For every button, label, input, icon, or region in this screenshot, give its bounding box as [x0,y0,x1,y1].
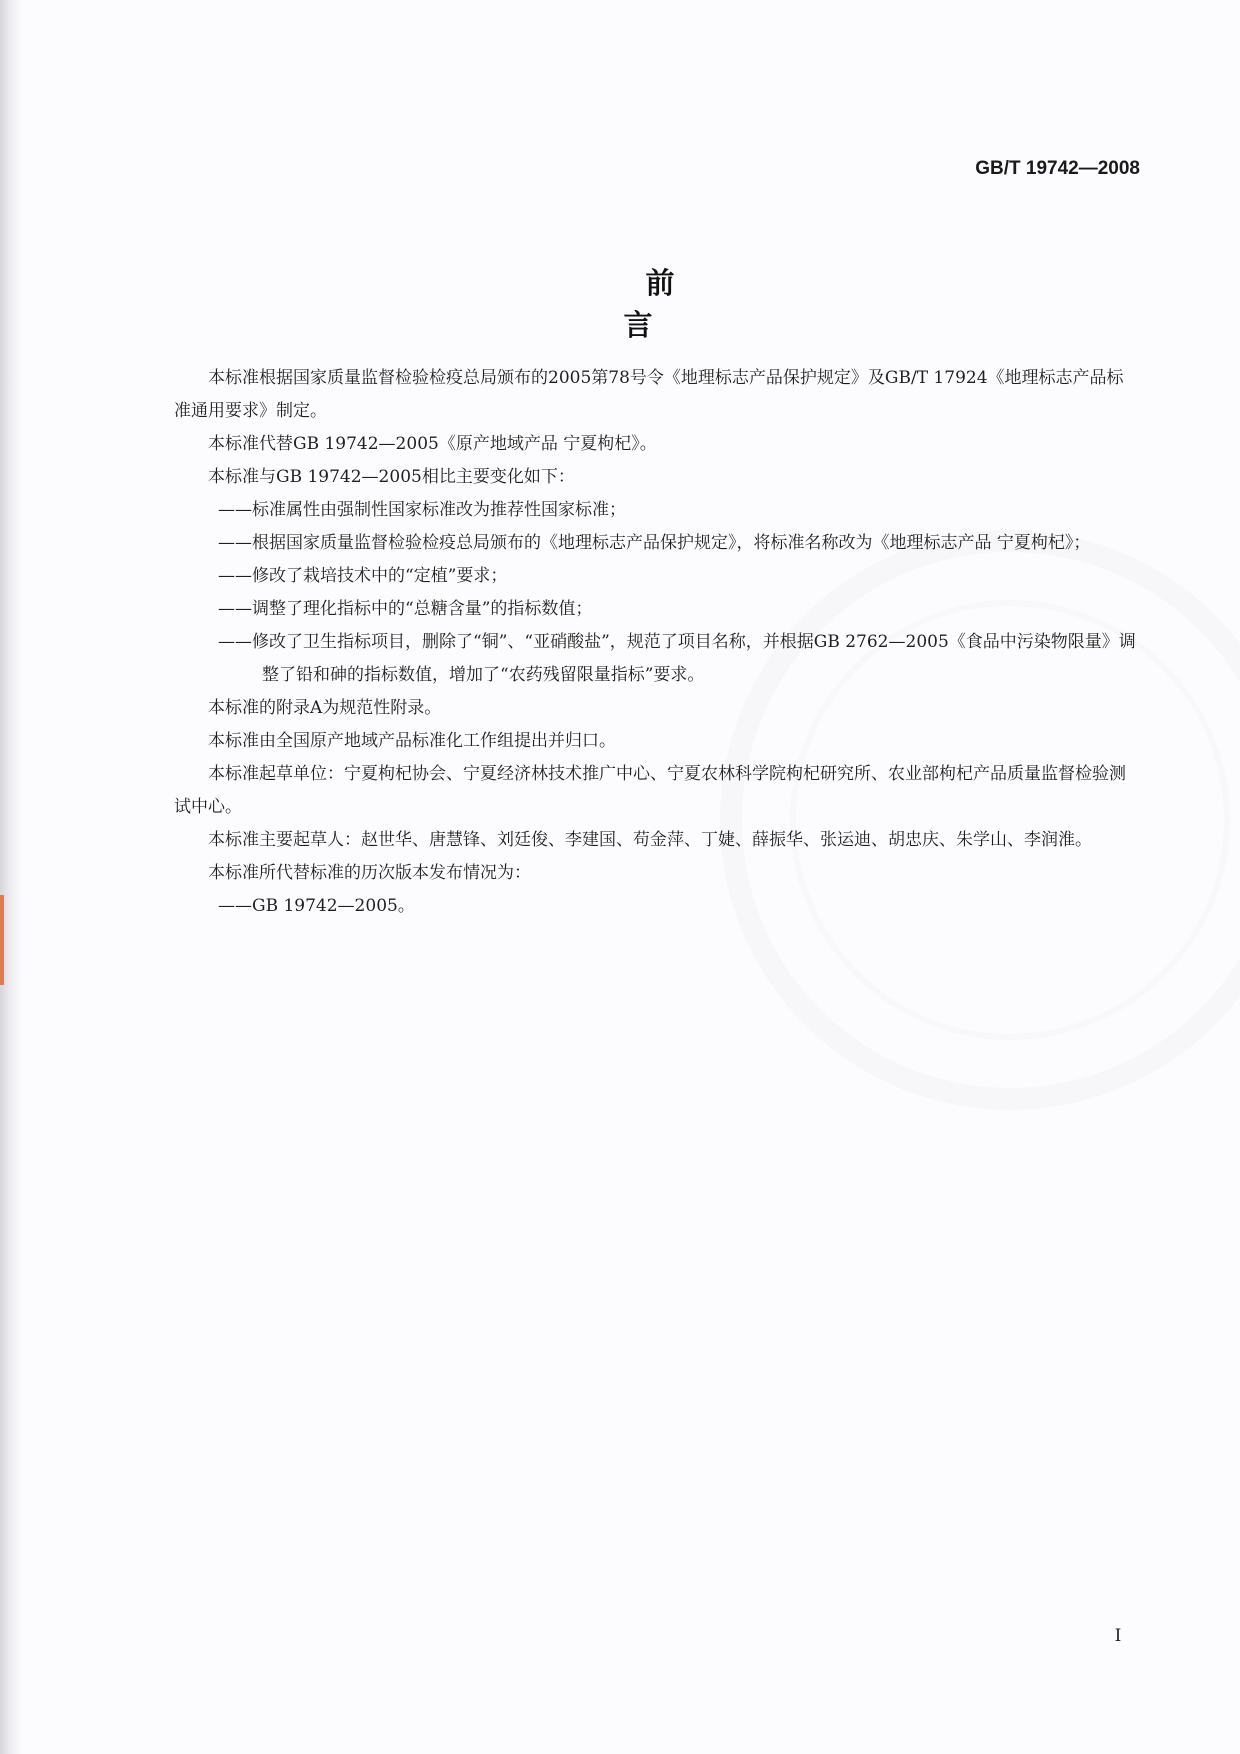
paragraph-history: 本标准所代替标准的历次版本发布情况为： [208,863,531,883]
page-title: 前 言 [623,266,719,342]
paragraph-changes-intro: 本标准与GB 19742—2005相比主要变化如下： [208,467,575,487]
foreword-body [174,362,1140,923]
previous-version-item: ——GB 19742—2005。 [218,896,415,916]
standard-code: GB/T 19742—2008 [975,158,1140,179]
paragraph-proposer: 本标准由全国原产地域产品标准化工作组提出并归口。 [208,731,616,751]
page-number: I [1114,1626,1122,1646]
change-item: ——调整了理化指标中的“总糖含量”的指标数值； [218,599,593,619]
change-item: ——修改了栽培技术中的“定植”要求； [218,566,508,586]
paragraph-drafting-units: 本标准起草单位：宁夏枸杞协会、宁夏经济林技术推广中心、宁夏农林科学院枸杞研究所、农业部枸杞产品质量监督检验测试中心。 [174,764,1126,817]
paragraph-replaces: 本标准代替GB 19742—2005《原产地域产品 宁夏枸杞》。 [208,434,657,454]
binding-shadow [0,0,22,1754]
binding-mark [0,895,4,985]
change-item: ——标准属性由强制性国家标准改为推荐性国家标准； [218,500,626,520]
change-item: ——修改了卫生指标项目，删除了“铜”、“亚硝酸盐”，规范了项目名称，并根据GB 2762—2005《食品中污染物限量》调整了铅和砷的指标数值，增加了“农药残留限量指标”要求。 [218,632,1136,685]
change-item: ——根据国家质量监督检验检疫总局颁布的《地理标志产品保护规定》，将标准名称改为《地理标志产品 宁夏枸杞》； [218,533,1091,553]
paragraph-drafters: 本标准主要起草人：赵世华、唐慧锋、刘廷俊、李建国、苟金萍、丁婕、薛振华、张运迪、胡忠庆、朱学山、李润淮。 [208,830,1092,850]
paragraph-annex: 本标准的附录A为规范性附录。 [208,698,442,718]
paragraph-basis: 本标准根据国家质量监督检验检疫总局颁布的2005第78号令《地理标志产品保护规定》及GB/T 17924《地理标志产品标准通用要求》制定。 [174,368,1124,421]
